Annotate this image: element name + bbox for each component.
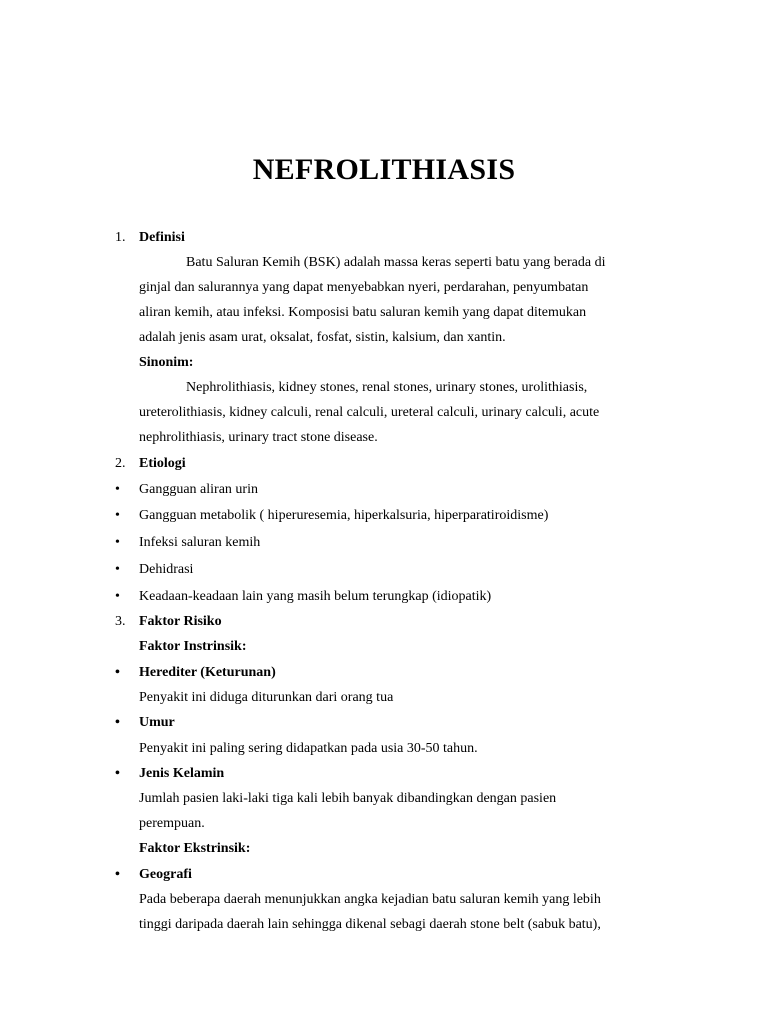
bullet-icon: •	[115, 482, 120, 497]
intrinsic-heading: Faktor Instrinsik:	[139, 639, 247, 654]
section-1-number: 1.	[115, 230, 126, 245]
definition-line-1: Batu Saluran Kemih (BSK) adalah massa keras seperti batu yang berada di	[186, 255, 606, 270]
extrinsic-factor-desc: Pada beberapa daerah menunjukkan angka kejadian batu saluran kemih yang lebih	[139, 892, 601, 907]
intrinsic-factor-name: Umur	[139, 715, 175, 730]
extrinsic-factor-desc: tinggi daripada daerah lain sehingga dikenal sebagi daerah stone belt (sabuk batu),	[139, 917, 601, 932]
definition-line-2: ginjal dan salurannya yang dapat menyebabkan nyeri, perdarahan, penyumbatan	[139, 280, 589, 295]
intrinsic-factor-name: Jenis Kelamin	[139, 766, 225, 781]
definition-line-4: adalah jenis asam urat, oksalat, fosfat, sistin, kalsium, dan xantin.	[139, 330, 506, 345]
synonym-line-1: Nephrolithiasis, kidney stones, renal stones, urinary stones, urolithiasis,	[186, 380, 588, 395]
bullet-icon: •	[115, 535, 120, 550]
section-3-number: 3.	[115, 614, 126, 629]
bullet-icon: •	[115, 867, 120, 882]
bullet-icon: •	[115, 589, 120, 604]
section-2-heading: Etiologi	[139, 456, 186, 471]
section-1-heading: Definisi	[139, 230, 185, 245]
etiology-item-2: Gangguan metabolik ( hiperuresemia, hiperkalsuria, hiperparatiroidisme)	[139, 508, 549, 523]
bullet-icon: •	[115, 562, 120, 577]
etiology-item-5: Keadaan-keadaan lain yang masih belum terungkap (idiopatik)	[139, 589, 492, 604]
intrinsic-factor-desc: Jumlah pasien laki-laki tiga kali lebih banyak dibandingkan dengan pasien	[139, 791, 557, 806]
intrinsic-factor-desc: perempuan.	[139, 816, 205, 831]
etiology-item-3: Infeksi saluran kemih	[139, 535, 261, 550]
bullet-icon: •	[115, 715, 120, 730]
bullet-icon: •	[115, 766, 120, 781]
synonym-line-3: nephrolithiasis, urinary tract stone disease.	[139, 430, 378, 445]
extrinsic-heading: Faktor Ekstrinsik:	[139, 841, 251, 856]
section-3-heading: Faktor Risiko	[139, 614, 222, 629]
extrinsic-factor-name: Geografi	[139, 867, 192, 882]
bullet-icon: •	[115, 508, 120, 523]
section-2-number: 2.	[115, 456, 126, 471]
intrinsic-factor-desc: Penyakit ini diduga diturunkan dari orang tua	[139, 690, 394, 705]
etiology-item-1: Gangguan aliran urin	[139, 482, 258, 497]
etiology-item-4: Dehidrasi	[139, 562, 194, 577]
intrinsic-factor-name: Herediter (Keturunan)	[139, 665, 276, 680]
bullet-icon: •	[115, 665, 120, 680]
intrinsic-factor-desc: Penyakit ini paling sering didapatkan pada usia 30-50 tahun.	[139, 741, 478, 756]
synonym-heading: Sinonim:	[139, 355, 194, 370]
definition-line-3: aliran kemih, atau infeksi. Komposisi batu saluran kemih yang dapat ditemukan	[139, 305, 587, 320]
synonym-line-2: ureterolithiasis, kidney calculi, renal calculi, ureteral calculi, urinary calculi, acute	[139, 405, 600, 420]
page-title: NEFROLITHIASIS	[252, 153, 516, 186]
